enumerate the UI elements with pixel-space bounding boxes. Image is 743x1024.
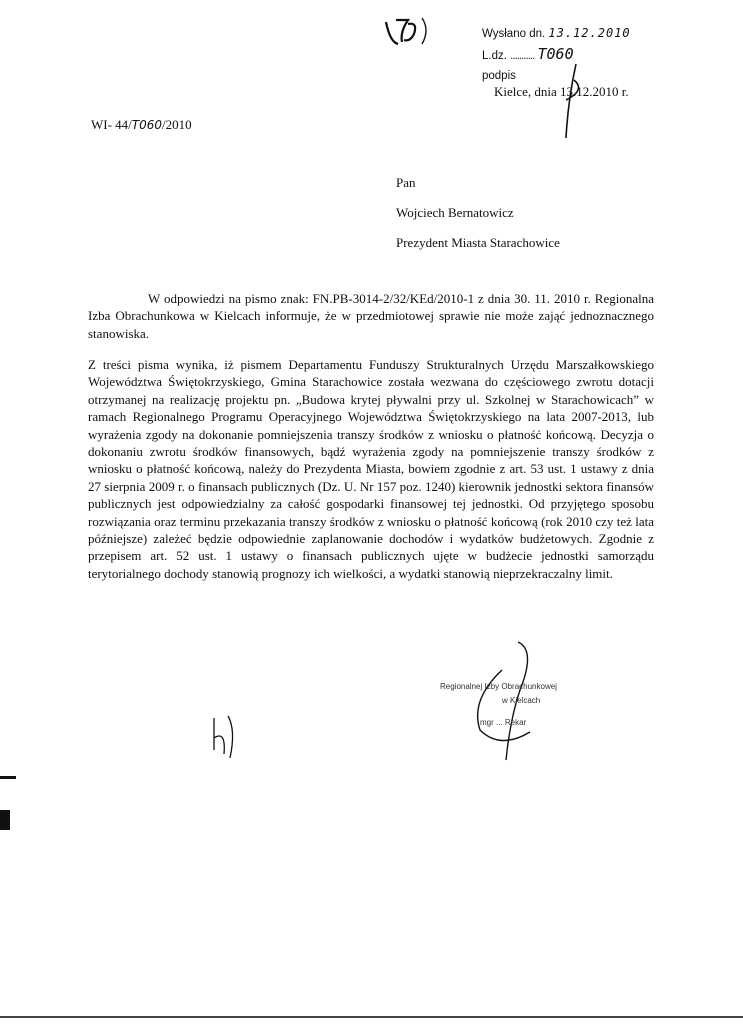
- paragraph-1: W odpowiedzi na pismo znak: FN.PB-3014-2/32/KEd/2010-1 z dnia 30. 11. 2010 r. Regionalna Izba Obrachunkowa w Kielcach informuje, że w przedmiotowej sprawie nie może zająć jednoznacznego stanowiska.: [88, 291, 654, 341]
- reference-number: [91, 117, 192, 133]
- stamp-signature-scribble: [546, 60, 606, 140]
- ldz-value: T060: [537, 45, 574, 63]
- handwritten-number: [396, 14, 397, 15]
- paragraph-2: Z treści pisma wynika, iż pismem Departamentu Funduszy Strukturalnych Urzędu Marszałkowskiego Województwa Świętokrzyskiego, Gmina Starachowice została wezwana do częściowego zwrotu dotacji otrzymanej na realizację projektu pn. „Budowa krytej pływalni przy ul. Szkolnej w Starachowicach” w ramach Regionalnego Programu Operacyjnego Województwa Świętokrzyskiego na lata 2007-2013, lub wyrażenia zgody na dokonanie pomniejszenia transzy środków z wniosku o płatność końcową. Decyzja o dokonaniu zwrotu środków finansowych, bądź wyrażenia zgody na pomniejszenie transzy środków z wniosku o płatność końcową, należy do Prezydenta Miasta, bowiem zgodnie z art. 53 ust. 1 ustawy z dnia 27 sierpnia 2009 r. o finansach publicznych (Dz. U. Nr 157 poz. 1240) kierownik jednostki sektora finansów publicznych jest odpowiedzialny za całość gospodarki finansowej tej jednostki. Od przyjętego sposobu rozwiązania oraz terminu przekazania transzy środków z wniosku o płatność końcową (rok 2010 czy też lata późniejsze) zależeć będzie odpowiednie zaplanowanie dochodów i wydatków budżetowych. Zgodnie z przepisem art. 52 ust. 1 ustawy o finansach publicznych ujęte w budżecie jednostki samorządu terytorialnego dochody stanowią prognozy ich wielkości, a wydatki stanowią nieprzekraczalny limit.: [88, 357, 654, 581]
- left-margin-mark-top: [0, 776, 16, 779]
- ldz-label: L.dz.: [482, 50, 507, 62]
- signature-stamp-line3: mgr ... Rekar: [480, 718, 527, 727]
- signature-stamp: [440, 640, 590, 770]
- handwritten-number-scribble: [378, 12, 438, 52]
- sent-label: Wysłano dn.: [482, 28, 546, 40]
- initials-scribble: [206, 710, 246, 760]
- addressee-block: [396, 176, 560, 266]
- signature-label: podpis: [482, 70, 516, 82]
- reference-prefix: WI- 44/: [91, 117, 132, 132]
- sent-row: [482, 26, 652, 41]
- signature-stamp-line1: Regionalnej Izby Obrachunkowej: [440, 682, 557, 691]
- signature-stamp-scribble: [440, 640, 590, 770]
- bottom-edge-line: [0, 1016, 743, 1018]
- sent-value: 13.12.2010: [548, 26, 631, 40]
- left-margin-mark-bottom: [0, 810, 10, 830]
- addressee-title: Prezydent Miasta Starachowice: [396, 235, 560, 250]
- place-date: Kielce, dnia 13.12.2010 r.: [494, 84, 629, 99]
- addressee-name: Wojciech Bernatowicz: [396, 205, 514, 220]
- addressee-salutation: Pan: [396, 175, 416, 190]
- reference-number-value: T060: [131, 118, 163, 132]
- reference-suffix: /2010: [162, 117, 192, 132]
- ldz-row: L.dz. ........... T060: [482, 45, 574, 63]
- signature-stamp-line2: w Kielcach: [502, 696, 541, 705]
